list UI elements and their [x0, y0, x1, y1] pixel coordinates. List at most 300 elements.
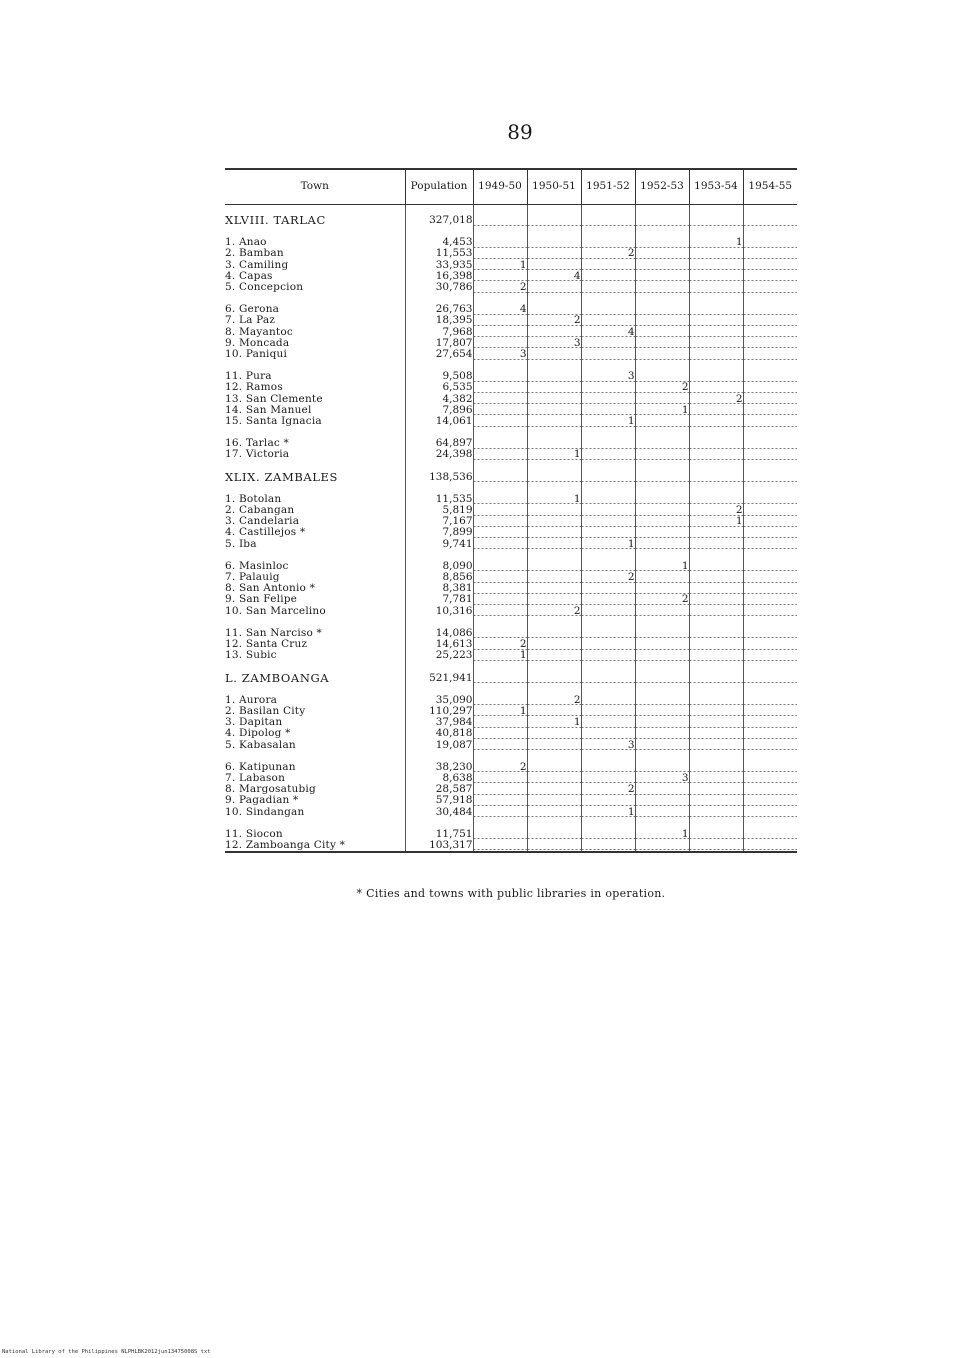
year-count-cell: 1 — [635, 561, 689, 572]
year-count-cell — [743, 516, 797, 527]
year-count-cell — [527, 282, 581, 293]
year-count-cell — [743, 628, 797, 639]
year-count-cell — [527, 416, 581, 427]
year-count-cell — [743, 539, 797, 550]
year-count-cell — [743, 695, 797, 706]
header-spacer — [225, 205, 797, 216]
population-cell: 138,536 — [405, 472, 473, 483]
year-count-cell — [743, 728, 797, 739]
year-count-cell — [689, 304, 743, 315]
town-name: 7. Palauig — [225, 572, 280, 584]
year-count-cell — [743, 382, 797, 393]
year-count-cell — [473, 271, 527, 282]
town-name: 1. Botolan — [225, 493, 282, 505]
year-count-cell: 1 — [527, 449, 581, 460]
year-count-cell — [473, 382, 527, 393]
year-count-cell: 2 — [527, 606, 581, 617]
year-count-cell — [635, 438, 689, 449]
year-count-cell — [689, 349, 743, 360]
town-name: 5. Iba — [225, 538, 257, 550]
year-count-cell — [635, 449, 689, 460]
year-count-cell — [527, 472, 581, 483]
town-row — [225, 505, 797, 516]
population-cell: 110,297 — [405, 706, 473, 717]
year-count-cell — [635, 327, 689, 338]
year-count-cell — [743, 416, 797, 427]
year-count-cell — [473, 215, 527, 226]
year-count-cell — [581, 349, 635, 360]
year-count-cell — [635, 338, 689, 349]
year-count-cell — [689, 315, 743, 326]
year-count-cell — [743, 405, 797, 416]
town-name: 6. Gerona — [225, 304, 280, 316]
year-count-cell — [743, 795, 797, 806]
town-row — [225, 237, 797, 248]
year-count-cell: 1 — [527, 717, 581, 728]
year-count-cell — [689, 405, 743, 416]
year-count-cell — [635, 248, 689, 259]
town-name: 3. Candelaria — [225, 516, 300, 528]
year-count-cell — [635, 706, 689, 717]
year-count-cell — [473, 628, 527, 639]
population-cell: 4,382 — [405, 394, 473, 405]
group-spacer — [225, 550, 797, 561]
year-count-cell — [743, 237, 797, 248]
year-count-cell — [689, 829, 743, 840]
year-count-cell — [689, 673, 743, 684]
town-row — [225, 795, 797, 806]
town-name: 8. Mayantoc — [225, 326, 293, 338]
population-cell: 7,968 — [405, 327, 473, 338]
year-count-cell — [527, 516, 581, 527]
town-name: 1. Anao — [225, 237, 267, 249]
town-name: 4. Dipolog * — [225, 728, 291, 740]
town-row — [225, 639, 797, 650]
year-count-cell — [689, 248, 743, 259]
year-count-cell — [473, 606, 527, 617]
population-cell: 57,918 — [405, 795, 473, 806]
year-count-cell — [473, 472, 527, 483]
year-count-cell — [527, 405, 581, 416]
year-count-cell — [689, 795, 743, 806]
year-count-cell — [743, 349, 797, 360]
year-count-cell — [473, 505, 527, 516]
town-row — [225, 371, 797, 382]
population-cell: 25,223 — [405, 650, 473, 661]
population-cell: 8,090 — [405, 561, 473, 572]
year-count-cell — [473, 315, 527, 326]
town-name: 16. Tarlac * — [225, 438, 289, 450]
year-count-cell — [527, 762, 581, 773]
year-count-cell — [581, 315, 635, 326]
town-name: 7. La Paz — [225, 315, 276, 327]
year-count-cell — [473, 394, 527, 405]
year-count-cell — [743, 717, 797, 728]
population-cell: 7,167 — [405, 516, 473, 527]
year-count-cell — [635, 840, 689, 852]
town-name: 5. Kabasalan — [225, 739, 296, 751]
year-count-cell — [743, 338, 797, 349]
year-count-cell — [527, 650, 581, 661]
town-name: 3. Camiling — [225, 259, 289, 271]
year-count-cell: 1 — [527, 494, 581, 505]
town-row — [225, 706, 797, 717]
year-count-cell — [689, 650, 743, 661]
year-count-cell: 4 — [527, 271, 581, 282]
town-name: 1. Aurora — [225, 694, 278, 706]
year-count-cell — [689, 639, 743, 650]
year-count-cell: 4 — [473, 304, 527, 315]
year-count-cell — [743, 371, 797, 382]
year-count-cell — [635, 371, 689, 382]
year-count-cell — [473, 371, 527, 382]
town-row — [225, 561, 797, 572]
year-count-cell — [689, 327, 743, 338]
year-count-cell — [689, 215, 743, 226]
population-cell: 8,856 — [405, 572, 473, 583]
population-cell: 38,230 — [405, 762, 473, 773]
year-count-cell — [743, 606, 797, 617]
town-name: 11. Pura — [225, 371, 272, 383]
year-count-cell — [689, 438, 743, 449]
year-count-cell — [473, 405, 527, 416]
population-cell: 35,090 — [405, 695, 473, 706]
year-count-cell — [689, 494, 743, 505]
year-count-cell — [581, 706, 635, 717]
year-count-cell — [743, 572, 797, 583]
town-name: 12. Santa Cruz — [225, 639, 308, 651]
population-cell: 18,395 — [405, 315, 473, 326]
year-count-cell — [527, 795, 581, 806]
year-count-cell — [635, 650, 689, 661]
population-cell: 14,086 — [405, 628, 473, 639]
year-count-cell — [635, 505, 689, 516]
group-spacer — [225, 461, 797, 472]
group-spacer — [225, 818, 797, 829]
year-count-cell — [581, 594, 635, 605]
year-count-cell — [527, 394, 581, 405]
year-count-cell — [689, 807, 743, 818]
year-count-cell — [527, 673, 581, 684]
town-name: 7. Labason — [225, 772, 286, 784]
year-count-cell — [635, 695, 689, 706]
population-cell: 19,087 — [405, 740, 473, 751]
town-row — [225, 527, 797, 538]
year-count-cell — [689, 762, 743, 773]
year-count-cell — [743, 807, 797, 818]
town-row — [225, 315, 797, 326]
year-count-cell: 1 — [581, 416, 635, 427]
year-count-cell — [743, 394, 797, 405]
scan-imprint: National Library of the Philippines NLPHLBK2012jun13475008S txt — [2, 1349, 211, 1355]
year-count-cell — [581, 260, 635, 271]
footnote: * Cities and towns with public libraries in operation. — [356, 887, 666, 900]
year-count-cell — [473, 416, 527, 427]
year-count-cell — [527, 807, 581, 818]
year-count-cell — [527, 706, 581, 717]
town-name: 10. San Marcelino — [225, 605, 326, 617]
town-name: 9. San Felipe — [225, 594, 298, 606]
year-count-cell — [473, 673, 527, 684]
year-count-cell — [473, 248, 527, 259]
population-cell: 5,819 — [405, 505, 473, 516]
town-row — [225, 282, 797, 293]
year-count-cell — [635, 717, 689, 728]
year-count-cell — [473, 695, 527, 706]
group-spacer — [225, 293, 797, 304]
year-count-cell — [473, 338, 527, 349]
group-spacer — [225, 662, 797, 673]
town-row — [225, 728, 797, 739]
year-count-cell — [527, 784, 581, 795]
year-count-cell — [581, 472, 635, 483]
year-count-cell — [473, 773, 527, 784]
group-spacer — [225, 483, 797, 494]
year-count-cell: 1 — [689, 237, 743, 248]
year-count-cell — [689, 449, 743, 460]
year-count-cell — [581, 382, 635, 393]
town-name: 8. San Antonio * — [225, 583, 316, 595]
table-header — [225, 169, 797, 205]
year-count-cell — [689, 260, 743, 271]
province-row — [225, 215, 797, 226]
year-count-cell — [581, 639, 635, 650]
year-count-cell — [743, 762, 797, 773]
population-cell: 37,984 — [405, 717, 473, 728]
town-name: 12. Ramos — [225, 382, 283, 394]
year-count-cell — [743, 840, 797, 852]
year-count-cell — [743, 271, 797, 282]
year-count-cell — [473, 829, 527, 840]
year-count-cell — [635, 527, 689, 538]
year-count-cell — [527, 327, 581, 338]
year-count-cell — [581, 338, 635, 349]
year-count-cell — [581, 237, 635, 248]
year-count-cell — [689, 594, 743, 605]
town-name: 17. Victoria — [225, 449, 290, 461]
year-count-cell — [743, 594, 797, 605]
year-count-cell — [635, 516, 689, 527]
population-cell: 11,751 — [405, 829, 473, 840]
town-name: 10. Paniqui — [225, 349, 288, 361]
town-name: 11. San Narciso * — [225, 627, 322, 639]
population-cell: 9,741 — [405, 539, 473, 550]
year-count-cell — [743, 438, 797, 449]
year-count-cell — [473, 728, 527, 739]
year-count-cell — [743, 673, 797, 684]
population-cell: 14,061 — [405, 416, 473, 427]
year-count-cell — [743, 639, 797, 650]
population-cell: 7,899 — [405, 527, 473, 538]
libraries-table-container — [225, 168, 797, 853]
year-count-cell — [527, 215, 581, 226]
year-count-cell — [527, 438, 581, 449]
year-count-cell — [743, 449, 797, 460]
year-count-cell — [743, 327, 797, 338]
year-count-cell — [743, 773, 797, 784]
town-name: 4. Castillejos * — [225, 527, 306, 539]
group-spacer — [225, 684, 797, 695]
year-count-cell — [689, 740, 743, 751]
year-count-cell: 2 — [581, 248, 635, 259]
year-count-cell — [527, 382, 581, 393]
year-count-cell — [635, 762, 689, 773]
year-count-cell: 3 — [473, 349, 527, 360]
year-count-cell — [473, 237, 527, 248]
year-count-cell — [527, 527, 581, 538]
year-count-cell — [473, 807, 527, 818]
year-count-cell — [689, 784, 743, 795]
libraries-table — [225, 168, 797, 853]
year-count-cell — [635, 237, 689, 248]
province-row — [225, 673, 797, 684]
year-count-cell — [473, 717, 527, 728]
year-count-cell — [581, 829, 635, 840]
year-count-cell: 3 — [527, 338, 581, 349]
group-spacer — [225, 360, 797, 371]
col-header-1952-53: 1952-53 — [635, 169, 689, 205]
year-count-cell — [635, 472, 689, 483]
population-cell: 28,587 — [405, 784, 473, 795]
town-name: 3. Dapitan — [225, 717, 283, 729]
population-cell: 33,935 — [405, 260, 473, 271]
town-row — [225, 394, 797, 405]
group-spacer — [225, 427, 797, 438]
year-count-cell — [473, 516, 527, 527]
year-count-cell — [635, 315, 689, 326]
year-count-cell — [581, 762, 635, 773]
year-count-cell: 3 — [581, 740, 635, 751]
year-count-cell — [473, 561, 527, 572]
town-name: 2. Bamban — [225, 248, 284, 260]
year-count-cell — [635, 606, 689, 617]
year-count-cell — [527, 773, 581, 784]
year-count-cell — [689, 572, 743, 583]
year-count-cell — [743, 505, 797, 516]
town-name: 13. Subic — [225, 650, 277, 662]
group-spacer — [225, 617, 797, 628]
town-row — [225, 807, 797, 818]
town-row — [225, 829, 797, 840]
province-name: XLVIII. TARLAC — [225, 215, 326, 227]
year-count-cell — [473, 438, 527, 449]
year-count-cell — [743, 282, 797, 293]
town-row — [225, 583, 797, 594]
year-count-cell — [581, 561, 635, 572]
year-count-cell — [473, 795, 527, 806]
year-count-cell: 2 — [527, 695, 581, 706]
year-count-cell: 1 — [581, 539, 635, 550]
population-cell: 7,896 — [405, 405, 473, 416]
population-cell: 11,553 — [405, 248, 473, 259]
year-count-cell — [581, 505, 635, 516]
year-count-cell — [473, 784, 527, 795]
year-count-cell — [635, 494, 689, 505]
year-count-cell — [527, 260, 581, 271]
year-count-cell — [743, 650, 797, 661]
table-body — [225, 205, 797, 853]
year-count-cell — [743, 784, 797, 795]
population-cell: 16,398 — [405, 271, 473, 282]
town-name: 2. Cabangan — [225, 505, 295, 517]
year-count-cell — [689, 416, 743, 427]
year-count-cell — [527, 728, 581, 739]
year-count-cell: 1 — [635, 829, 689, 840]
town-name: 11. Siocon — [225, 828, 283, 840]
town-row — [225, 494, 797, 505]
year-count-cell — [581, 728, 635, 739]
year-count-cell — [581, 516, 635, 527]
population-cell: 40,818 — [405, 728, 473, 739]
town-row — [225, 338, 797, 349]
year-count-cell — [527, 505, 581, 516]
town-row — [225, 271, 797, 282]
year-count-cell — [689, 628, 743, 639]
town-row — [225, 349, 797, 360]
year-count-cell: 2 — [635, 382, 689, 393]
year-count-cell — [581, 405, 635, 416]
population-cell: 8,638 — [405, 773, 473, 784]
population-cell: 7,781 — [405, 594, 473, 605]
year-count-cell — [635, 271, 689, 282]
town-name: 9. Moncada — [225, 337, 290, 349]
year-count-cell — [689, 282, 743, 293]
year-count-cell — [689, 527, 743, 538]
year-count-cell — [527, 349, 581, 360]
population-cell: 327,018 — [405, 215, 473, 226]
year-count-cell — [473, 539, 527, 550]
year-count-cell — [743, 494, 797, 505]
year-count-cell — [581, 673, 635, 684]
year-count-cell — [581, 304, 635, 315]
year-count-cell: 3 — [581, 371, 635, 382]
town-name: 13. San Clemente — [225, 393, 323, 405]
population-cell: 4,453 — [405, 237, 473, 248]
population-cell: 26,763 — [405, 304, 473, 315]
province-row — [225, 472, 797, 483]
year-count-cell — [743, 706, 797, 717]
year-count-cell — [473, 840, 527, 852]
town-row — [225, 628, 797, 639]
year-count-cell: 2 — [689, 394, 743, 405]
year-count-cell — [689, 717, 743, 728]
year-count-cell — [581, 795, 635, 806]
town-row — [225, 539, 797, 550]
year-count-cell — [689, 271, 743, 282]
population-cell: 10,316 — [405, 606, 473, 617]
town-row — [225, 650, 797, 661]
year-count-cell — [527, 572, 581, 583]
province-name: L. ZAMBOANGA — [225, 672, 330, 684]
town-row — [225, 304, 797, 315]
population-cell: 24,398 — [405, 449, 473, 460]
year-count-cell: 1 — [581, 807, 635, 818]
population-cell: 30,786 — [405, 282, 473, 293]
year-count-cell — [743, 472, 797, 483]
year-count-cell: 1 — [473, 260, 527, 271]
year-count-cell — [689, 773, 743, 784]
year-count-cell — [581, 628, 635, 639]
year-count-cell — [581, 695, 635, 706]
year-count-cell — [689, 840, 743, 852]
year-count-cell — [743, 215, 797, 226]
population-cell: 8,381 — [405, 583, 473, 594]
year-count-cell — [527, 248, 581, 259]
year-count-cell — [635, 539, 689, 550]
year-count-cell — [473, 494, 527, 505]
year-count-cell — [473, 740, 527, 751]
town-name: 12. Zamboanga City * — [225, 840, 405, 852]
